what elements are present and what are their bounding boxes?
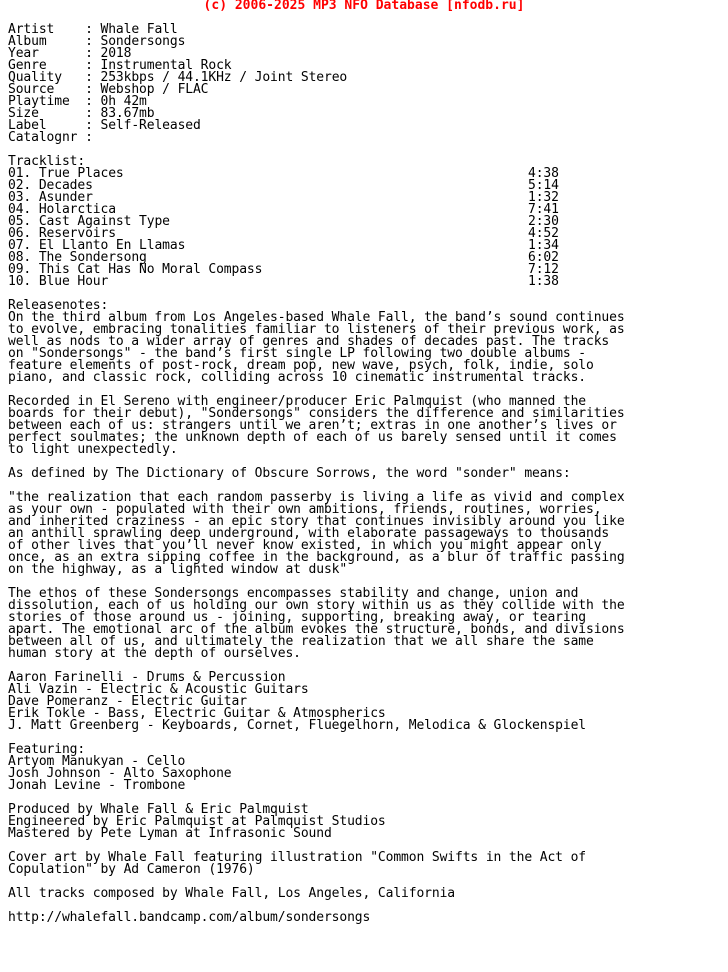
notes-line: between each of us: strangers until we aren’t; extras in one another’s lives or — [8, 418, 617, 433]
notes-line: On the third album from Los Angeles-based Whale Fall, the band’s sound continues — [8, 310, 625, 325]
notes-line: to light unexpectedly. — [8, 442, 178, 457]
notes-paragraph — [0, 672, 728, 732]
notes-line: on "Sondersongs" - the band’s first single LP following two double albums - — [8, 346, 586, 361]
notes-line: of other lives that you’ll never know existed, in which you might appear only — [8, 538, 602, 553]
info-row: Size : 83.67mb — [8, 106, 155, 121]
info-label: Size — [8, 106, 86, 121]
track-row — [0, 276, 728, 288]
track-title: The Sondersong — [38, 250, 147, 265]
track-number: 10. — [8, 274, 32, 289]
notes-line: "the realization that each random passerby is living a life as vivid and complex — [8, 490, 625, 505]
info-label: Quality — [8, 70, 86, 85]
track-number: 09. — [8, 262, 32, 277]
info-value: Self-Released — [100, 118, 201, 133]
info-label: Playtime — [8, 94, 86, 109]
notes-line: boards for their debut), "Sondersongs" considers the difference and similarities — [8, 406, 625, 421]
notes-line: dissolution, each of us holding our own story within us as they collide with the — [8, 598, 625, 613]
notes-line: once, as an extra sipping coffee in the background, as a blur of traffic passing — [8, 550, 625, 565]
notes-paragraph — [0, 312, 728, 384]
notes-line: Dave Pomeranz - Electric Guitar — [8, 694, 247, 709]
track-duration: 2:30 — [528, 214, 559, 229]
info-value: Instrumental Rock — [100, 58, 232, 73]
notes-line: All tracks composed by Whale Fall, Los Angeles, California — [8, 886, 455, 901]
info-row: Catalognr : — [8, 130, 101, 145]
notes-line: Engineered by Eric Palmquist at Palmquist Studios — [8, 814, 386, 829]
notes-line: and inherited craziness - an epic story that continues invisibly around you like — [8, 514, 625, 529]
info-value: 253kbps / 44.1KHz / Joint Stereo — [100, 70, 348, 85]
notes-line: apart. The emotional arc of the album evokes the structure, bonds, and divisions — [8, 622, 625, 637]
tracklist — [0, 168, 728, 288]
info-label: Year — [8, 46, 86, 61]
info-label: Label — [8, 118, 86, 133]
track-number: 04. — [8, 202, 32, 217]
info-row: Artist : Whale Fall — [8, 22, 178, 37]
tracklist-heading: Tracklist: — [8, 154, 86, 169]
info-value: 0h 42m — [100, 94, 147, 109]
track-number: 03. — [8, 190, 32, 205]
info-row: Genre : Instrumental Rock — [8, 58, 232, 73]
info-label: Source — [8, 82, 86, 97]
info-row: Playtime : 0h 42m — [8, 94, 147, 109]
notes-line: between all of us, and ultimately the realization that we all share the same — [8, 634, 594, 649]
notes-paragraph — [0, 588, 728, 660]
track-title: Holarctica — [38, 202, 116, 217]
notes-line: Produced by Whale Fall & Eric Palmquist — [8, 802, 309, 817]
notes-line: Recorded in El Sereno with engineer/producer Eric Palmquist (who manned the — [8, 394, 586, 409]
notes-line: as your own - populated with their own ambitions, friends, routines, worries, — [8, 502, 602, 517]
track-title: Asunder — [38, 190, 93, 205]
notes-paragraph — [0, 804, 728, 840]
notes-paragraph — [0, 744, 728, 792]
info-row: Label : Self-Released — [8, 118, 201, 133]
bandcamp-link[interactable]: http://whalefall.bandcamp.com/album/sondersongs — [8, 910, 371, 925]
track-number: 02. — [8, 178, 32, 193]
info-label: Catalognr — [8, 130, 86, 145]
notes-line: J. Matt Greenberg - Keyboards, Cornet, Fluegelhorn, Melodica & Glockenspiel — [8, 718, 586, 733]
notes-paragraph — [0, 468, 728, 480]
track-number: 08. — [8, 250, 32, 265]
notes-line: Aaron Farinelli - Drums & Percussion — [8, 670, 286, 685]
track-number: 05. — [8, 214, 32, 229]
info-block — [0, 24, 728, 144]
notes-line: well as nods to a wider array of genres and shades of decades past. The tracks — [8, 334, 610, 349]
notes-line: Copulation" by Ad Cameron (1976) — [8, 862, 255, 877]
track-duration: 6:02 — [528, 250, 559, 265]
notes-line: Jonah Levine - Trombone — [8, 778, 186, 793]
notes-paragraph — [0, 852, 728, 876]
notes-line: on the highway, as a lighted window at dusk" — [8, 562, 348, 577]
track-title: Cast Against Type — [38, 214, 170, 229]
notes-line: to evolve, embracing tonalities familiar to listeners of their previous work, as — [8, 322, 625, 337]
notes-line: human story at the depth of ourselves. — [8, 646, 301, 661]
track-title: Reservoirs — [38, 226, 116, 241]
track-duration: 7:41 — [528, 202, 559, 217]
notes-line: Cover art by Whale Fall featuring illustration "Common Swifts in the Act of — [8, 850, 586, 865]
notes-line: The ethos of these Sondersongs encompasses stability and change, union and — [8, 586, 579, 601]
track-row — [0, 168, 728, 180]
info-row: Year : 2018 — [8, 46, 132, 61]
notes-line: As defined by The Dictionary of Obscure Sorrows, the word "sonder" means: — [8, 466, 571, 481]
notes-line: Artyom Manukyan - Cello — [8, 754, 186, 769]
info-row: Album : Sondersongs — [8, 34, 186, 49]
notes-line: Ali Vazin - Electric & Acoustic Guitars — [8, 682, 309, 697]
info-row: Quality : 253kbps / 44.1KHz / Joint Stereo — [8, 70, 348, 85]
track-row — [0, 264, 728, 276]
track-number: 01. — [8, 166, 32, 181]
track-title: El Llanto En Llamas — [38, 238, 186, 253]
track-number: 06. — [8, 226, 32, 241]
track-duration: 4:52 — [528, 226, 559, 241]
notes-line: Mastered by Pete Lyman at Infrasonic Sound — [8, 826, 332, 841]
track-title: True Places — [38, 166, 124, 181]
info-value: Whale Fall — [100, 22, 178, 37]
info-value: 2018 — [100, 46, 132, 61]
track-duration: 1:38 — [528, 274, 559, 289]
track-title: This Cat Has No Moral Compass — [38, 262, 263, 277]
notes-paragraph — [0, 492, 728, 576]
notes-line: Featuring: — [8, 742, 86, 757]
track-duration: 1:34 — [528, 238, 559, 253]
info-value: Webshop / FLAC — [100, 82, 209, 97]
releasenotes — [0, 312, 728, 924]
track-duration: 1:32 — [528, 190, 559, 205]
track-duration: 5:14 — [528, 178, 559, 193]
info-label: Artist — [8, 22, 86, 37]
track-duration: 7:12 — [528, 262, 559, 277]
releasenotes-heading: Releasenotes: — [8, 298, 109, 313]
info-label: Genre — [8, 58, 86, 73]
track-duration: 4:38 — [528, 166, 559, 181]
notes-paragraph — [0, 912, 728, 924]
track-number: 07. — [8, 238, 32, 253]
notes-line: perfect soulmates; the unknown depth of each of us barely sensed until it comes — [8, 430, 617, 445]
notes-paragraph — [0, 888, 728, 900]
notes-line: piano, and classic rock, colliding across 10 cinematic instrumental tracks. — [8, 370, 586, 385]
notes-line: an anthill sprawling deep underground, with elaborate passageways to thousands — [8, 526, 610, 541]
site-header: (c) 2006-2025 MP3 NFO Database [nfodb.ru] — [203, 0, 525, 13]
info-row: Source : Webshop / FLAC — [8, 82, 209, 97]
track-title: Blue Hour — [38, 274, 109, 289]
notes-line: Erik Tokle - Bass, Electric Guitar & Atmospherics — [8, 706, 386, 721]
track-row — [0, 180, 728, 192]
notes-paragraph — [0, 396, 728, 456]
info-value: Sondersongs — [100, 34, 186, 49]
track-title: Decades — [38, 178, 93, 193]
notes-line: feature elements of post-rock, dream pop, new wave, psych, folk, indie, solo — [8, 358, 594, 373]
notes-line: Josh Johnson - Alto Saxophone — [8, 766, 232, 781]
info-label: Album — [8, 34, 86, 49]
notes-line: stories of those around us - joining, supporting, breaking away, or tearing — [8, 610, 586, 625]
info-value: 83.67mb — [100, 106, 155, 121]
